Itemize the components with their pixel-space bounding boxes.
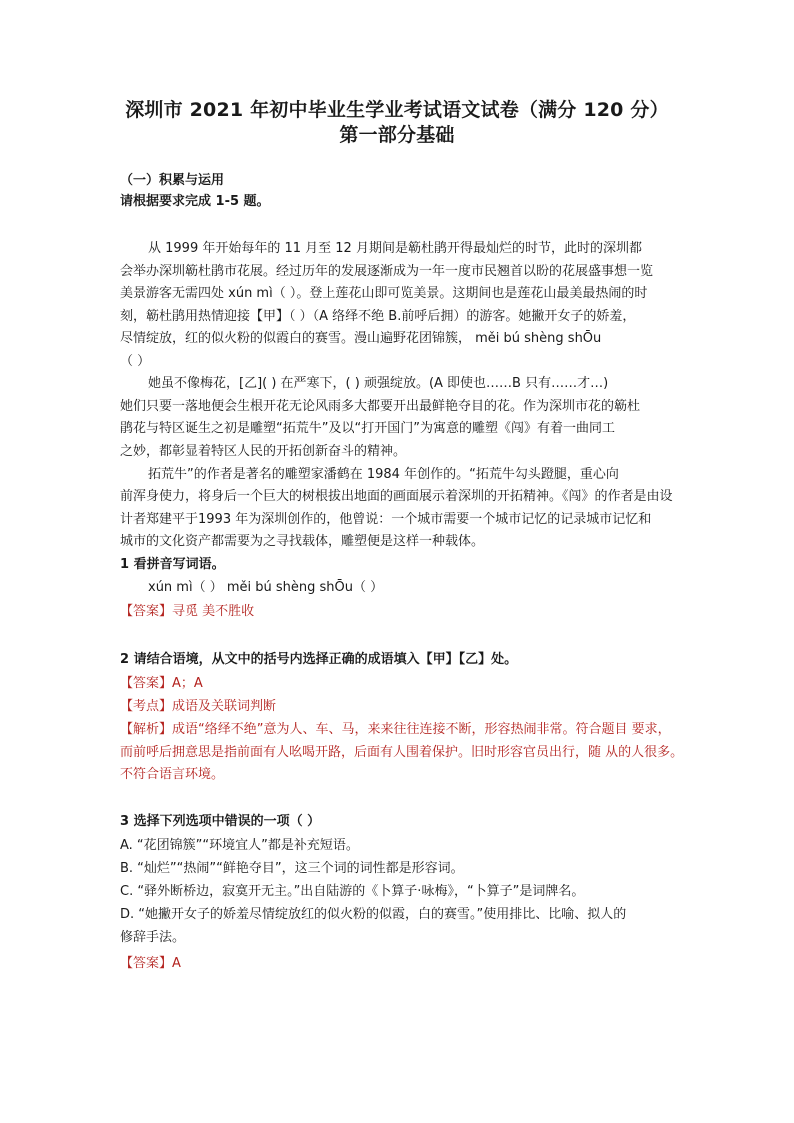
option-b: B. “灿烂”“热闹”“鲜艳夺目”，这三个词的词性都是形容词。 [120, 861, 464, 876]
analysis-2 [120, 722, 671, 738]
exam-title: 深圳市 2021 年初中毕业生学业考试语文试卷（满分 120 分） [125, 99, 669, 121]
passage-line: 前浑身使力，将身后一个巨大的树根拔出地面的画面展示着深圳的开拓精神。《闯》的作者是由设 [120, 489, 673, 504]
answer-2 [120, 676, 203, 692]
answer-text: A；A [172, 676, 203, 691]
option-d-continued: 修辞手法。 [120, 930, 186, 945]
passage-line: 城市的文化资产都需要为之寻找载体，雕塑便是这样一种载体。 [120, 534, 485, 549]
answer-1 [120, 604, 254, 620]
analysis-tag: 【解析】 [120, 722, 173, 737]
option-a: A. “花团锦簇”“环境宜人”都是补充短语。 [120, 838, 359, 853]
section-heading: （一）积累与运用 [120, 173, 225, 188]
part-title: 第一部分基础 [339, 124, 455, 146]
passage-line: 拓荒牛”的作者是著名的雕塑家潘鹤在 1984 年创作的。“拓荒牛勾头蹬腿，重心向 [148, 467, 619, 482]
answer-text: A [172, 956, 181, 971]
option-d: D. “她撇开女子的娇羞尽情绽放红的似火粉的似霞，白的赛雪。”使用排比、比喻、拟人的 [120, 907, 627, 922]
answer-tag: 【答案】 [120, 604, 173, 619]
passage-line: 鹃花与特区诞生之初是雕塑“拓荒牛”及以“打开国门”为寓意的雕塑《闯》有着一曲同工 [120, 421, 615, 436]
answer-3 [120, 956, 181, 972]
question-2: 2 请结合语境，从文中的括号内选择正确的成语填入【甲】【乙】处。 [120, 652, 518, 667]
analysis-text: 成语“络绎不绝”意为人、车、马，来来往往连接不断，形容热闹非常。符合题目 要求， [172, 722, 671, 737]
analysis-line: 不符合语言环境。 [120, 767, 225, 782]
answer-tag: 【答案】 [120, 956, 173, 971]
option-c: C. “驿外断桥边，寂寞开无主。”出自陆游的《卜算子·咏梅》，“卜算子”是词牌名。 [120, 884, 585, 899]
passage-line: 从 1999 年开始每年的 11 月至 12 月期间是簕杜鹃开得最灿烂的时节，此时的深圳都 [148, 241, 642, 256]
passage-line: 计者郑建平于1993 年为深圳创作的，他曾说：一个城市需要一个城市记忆的记录城市记忆和 [120, 512, 652, 527]
question-1-pinyin: xún mì（ ） měi bú shèng shŌu（ ） [148, 580, 384, 595]
answer-text: 寻觅 美不胜收 [172, 604, 255, 619]
question-1: 1 看拼音写词语。 [120, 557, 225, 572]
point-tag: 【考点】 [120, 699, 173, 714]
point-2 [120, 699, 276, 715]
passage-line: 尽情绽放，红的似火粉的似霞白的赛雪。漫山遍野花团锦簇， měi bú shèng shŌu [120, 331, 602, 346]
passage-line: 美景游客无需四处 xún mì（ ）。登上莲花山即可览美景。这期间也是莲花山最美最热闹的时 [120, 286, 648, 301]
point-text: 成语及关联词判断 [172, 699, 277, 714]
passage-line: 会举办深圳簕杜鹃市花展。经过历年的发展逐渐成为一年一度市民翘首以盼的花展盛事想一览 [120, 264, 654, 279]
passage-line: （ ） [120, 354, 151, 369]
analysis-line: 而前呼后拥意思是指前面有人吆喝开路，后面有人围着保护。旧时形容官员出行，随 从的人很多。 [120, 745, 684, 760]
passage-line: 她虽不像梅花，[乙]( ) 在严寒下，( ) 顽强绽放。(A 即使也……B 只有……才…) [148, 376, 609, 391]
passage-line: 她们只要一落地便会生根开花无论风雨多大都要开出最鲜艳夺目的花。作为深圳市花的簕杜 [120, 399, 641, 414]
section-instruction: 请根据要求完成 1-5 题。 [120, 194, 270, 209]
passage-line: 之妙，都彰显着特区人民的开拓创新奋斗的精神。 [120, 444, 407, 459]
answer-tag: 【答案】 [120, 676, 173, 691]
passage-line: 刻，簕杜鹃用热情迎接【甲】（ ）（A 络绎不绝 B.前呼后拥）的游客。她撇开女子的娇羞， [120, 309, 636, 324]
question-3: 3 选择下列选项中错误的一项（ ） [120, 814, 321, 829]
